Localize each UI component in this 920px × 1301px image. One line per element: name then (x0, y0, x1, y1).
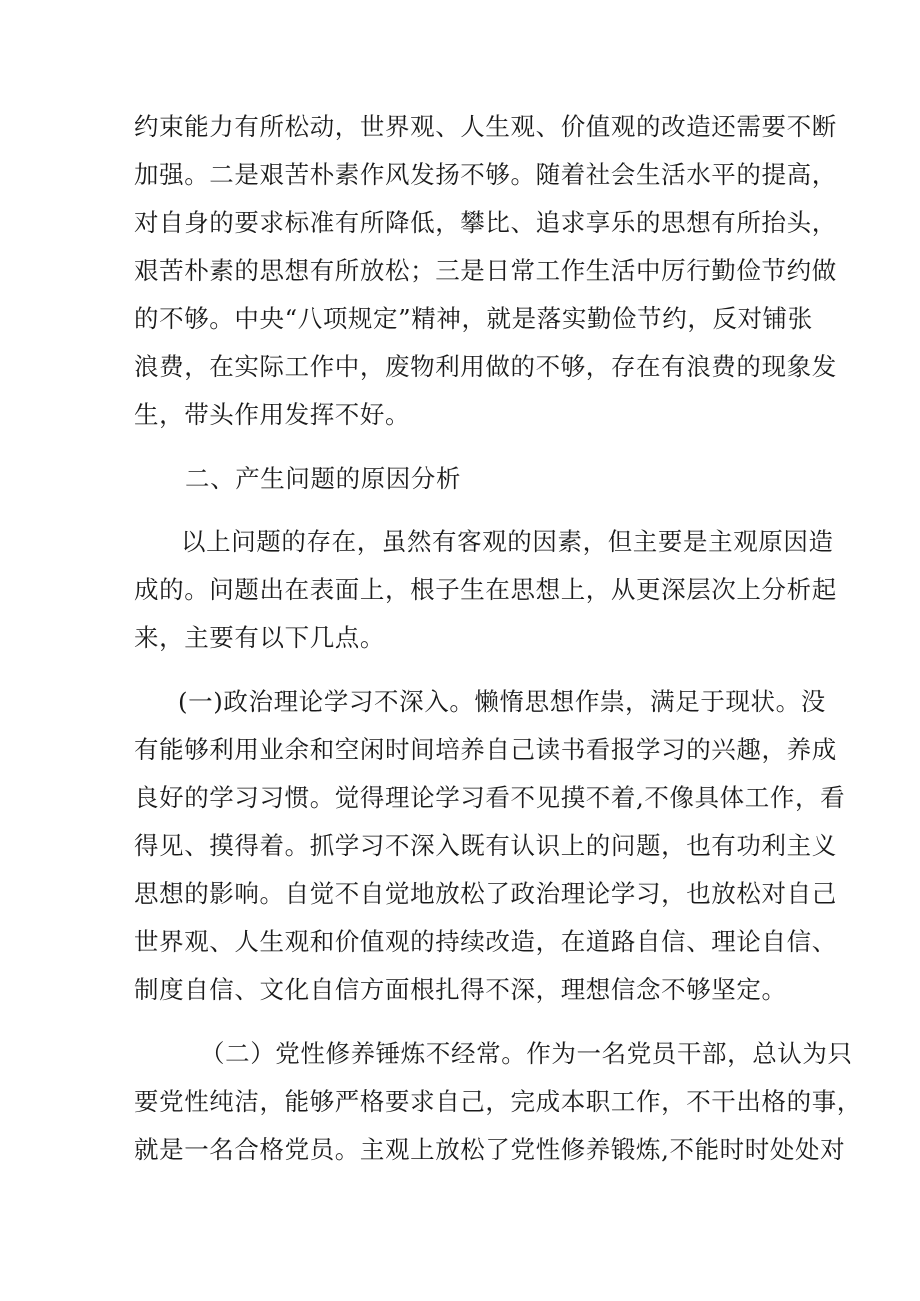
paragraph-line: 要党性纯洁，能够严格要求自己，完成本职工作，不干出格的事， (134, 1087, 862, 1116)
paragraph-line: 艰苦朴素的思想有所放松；三是日常工作生活中厉行勤俭节约做 (134, 256, 837, 285)
paragraph-line: 得见、摸得着。抓学习不深入既有认识上的问题，也有功利主义 (134, 831, 837, 860)
paragraph-line: (一)政治理论学习不深入。懒惰思想作祟，满足于现状。没 (178, 687, 826, 716)
paragraph-line: 制度自信、文化自信方面根扎得不深，理想信念不够坚定。 (134, 975, 787, 1004)
paragraph-line: 生，带头作用发挥不好。 (134, 400, 411, 429)
paragraph-line: 以上问题的存在，虽然有客观的因素，但主要是主观原因造 (181, 527, 834, 556)
paragraph-line: 加强。二是艰苦朴素作风发扬不够。随着社会生活水平的提高， (134, 160, 837, 189)
paragraph-line: 约束能力有所松动，世界观、人生观、价值观的改造还需要不断 (134, 112, 837, 141)
paragraph-line: 对自身的要求标准有所降低，攀比、追求享乐的思想有所抬头， (134, 208, 837, 237)
paragraph-line: 思想的影响。自觉不自觉地放松了政治理论学习，也放松对自己 (134, 879, 837, 908)
paragraph-line: 有能够利用业余和空闲时间培养自己读书看报学习的兴趣，养成 (134, 735, 837, 764)
paragraph-line: 来，主要有以下几点。 (134, 623, 385, 652)
paragraph-line: 成的。问题出在表面上，根子生在思想上，从更深层次上分析起 (134, 575, 837, 604)
paragraph-line: （二）党性修养锤炼不经常。作为一名党员干部，总认为只 (200, 1039, 853, 1068)
section-heading: 二、产生问题的原因分析 (185, 464, 462, 493)
paragraph-line: 的不够。中央“八项规定”精神，就是落实勤俭节约，反对铺张 (134, 304, 813, 333)
paragraph-line: 就是一名合格党员。主观上放松了党性修养锻炼,不能时时处处对 (134, 1135, 846, 1164)
paragraph-line: 浪费，在实际工作中，废物利用做的不够，存在有浪费的现象发 (134, 352, 837, 381)
paragraph-line: 世界观、人生观和价值观的持续改造，在道路自信、理论自信、 (134, 927, 837, 956)
paragraph-line: 良好的学习习惯。觉得理论学习看不见摸不着,不像具体工作，看 (134, 783, 846, 812)
